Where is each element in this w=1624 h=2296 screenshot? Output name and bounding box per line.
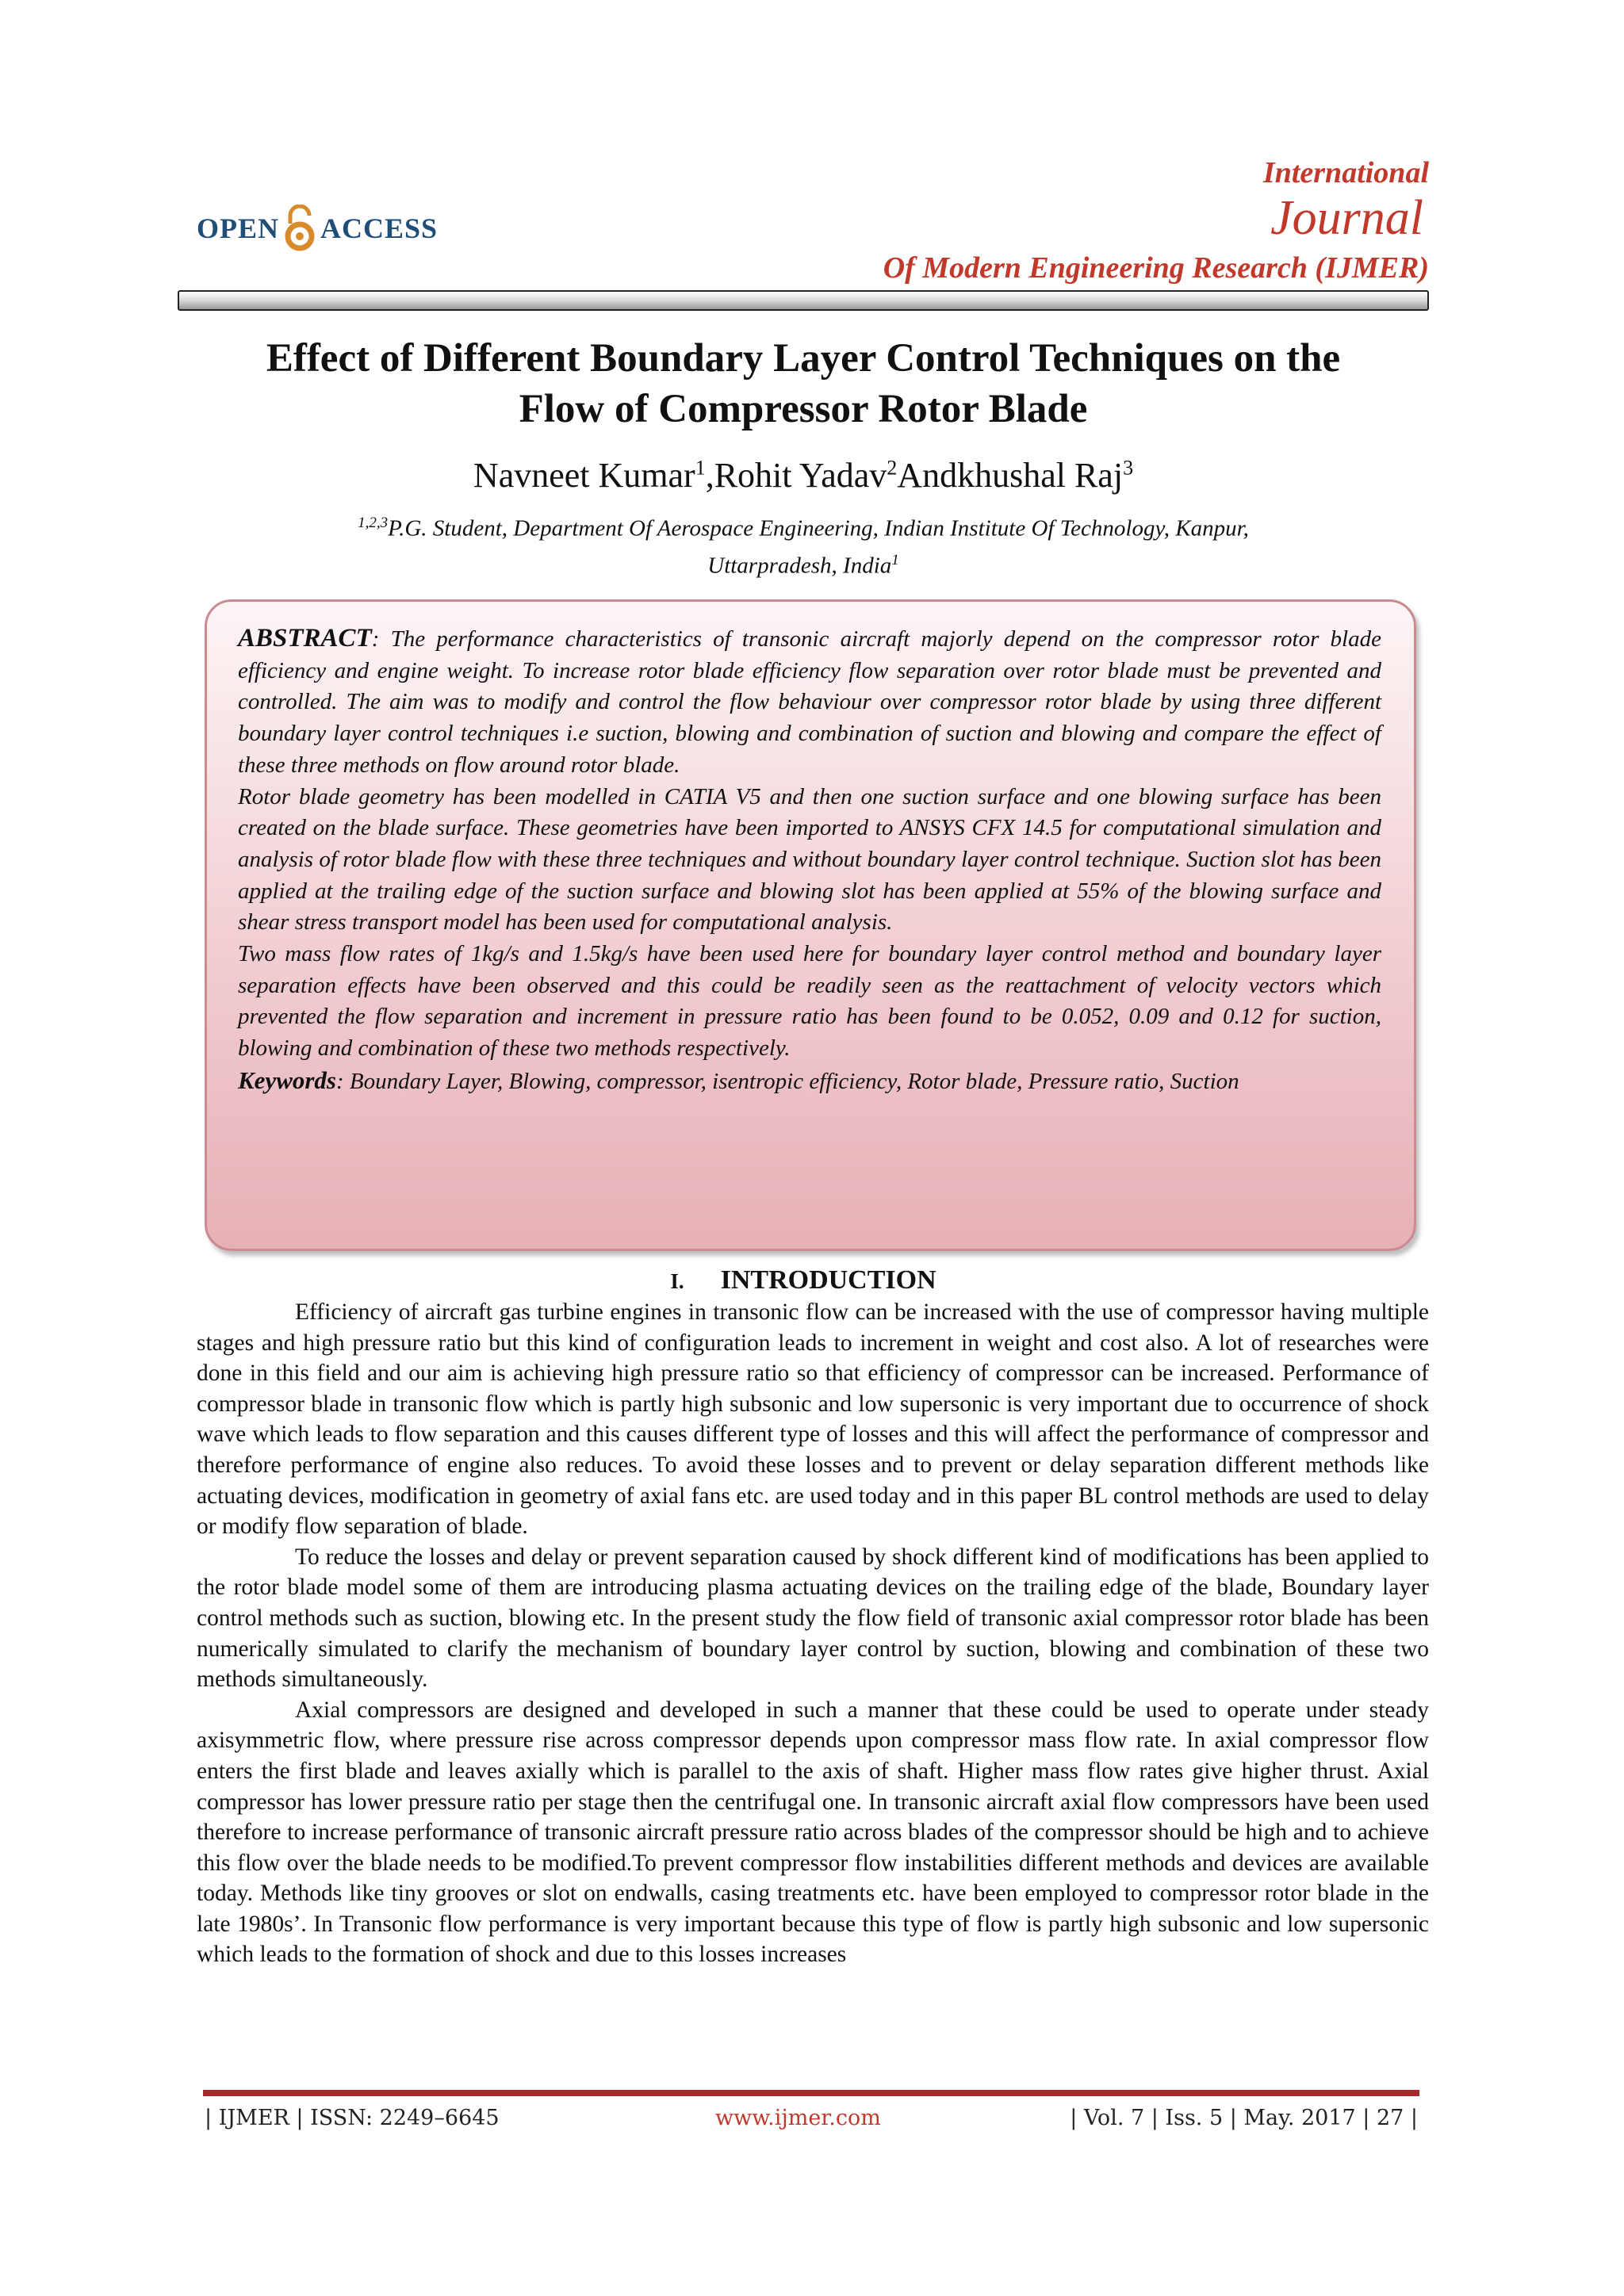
keywords-label: Keywords: [238, 1066, 336, 1094]
author-name: Navneet Kumar: [473, 456, 695, 495]
author-sup: 1: [695, 456, 706, 480]
footer-journal-issn: | IJMER | ISSN: 2249–6645: [205, 2106, 500, 2130]
affiliation: [178, 507, 1429, 581]
affiliation-sup: 1,2,3: [358, 515, 389, 531]
keywords-text: : Boundary Layer, Blowing, compressor, isentropic efficiency, Rotor blade, Pressure ratio, Suction: [336, 1068, 1239, 1094]
author-separator: ,: [705, 456, 714, 495]
abstract-para-3: Two mass flow rates of 1kg/s and 1.5kg/s have been used here for boundary layer control method and boundary layer separation effects have been observed and this could be readily seen as the reattachment of velocity vectors which prevented the flow separation and increment in pressure ratio has been found to be 0.052, 0.09 and 0.12 for suction, blowing and combination of these two methods respectively.: [238, 941, 1381, 1062]
title-line-2: Flow of Compressor Rotor Blade: [519, 387, 1088, 431]
open-access-text-access: ACCESS: [320, 212, 439, 244]
paper-title: [178, 333, 1429, 434]
affiliation-line2-sup: 1: [891, 551, 899, 568]
header-divider-bar: [178, 290, 1429, 311]
affiliation-line-2: Uttarpradesh, India: [707, 553, 892, 579]
abstract-text: [238, 623, 1381, 1098]
abstract-para-2: Rotor blade geometry has been modelled in CATIA V5 and then one suction surface and one blowing surface has been created on the blade surface. These geometries have been imported to ANSYS CFX 14.5 for computational simulation and analysis of rotor blade flow with these three techniques and without boundary layer control technique. Suction slot has been applied at the trailing edge of the suction surface and blowing slot has been applied at 55% of the blowing surface and shear stress transport model has been used for computational analysis.: [238, 783, 1381, 936]
abstract-label: ABSTRACT: [238, 624, 372, 652]
footer-volume-page: | Vol. 7 | Iss. 5 | May. 2017 | 27 |: [1070, 2106, 1418, 2130]
intro-paragraph-2: To reduce the losses and delay or prevent separation caused by shock different kind of modifications has been applied to the rotor blade model some of them are introducing plasma actuating devices on the trailing edge of the blade, Boundary layer control methods such as suction, blowing etc. In the present study the flow field of transonic axial compressor rotor blade has been numerically simulated to clarify the mechanism of boundary layer control by suction, blowing and combination of these two methods simultaneously.: [197, 1544, 1429, 1693]
intro-paragraph-1: Efficiency of aircraft gas turbine engines in transonic flow can be increased with the use of compressor having multiple stages and high pressure ratio but this kind of configuration leads to increment in weight and cost also. A lot of researches were done in this field and our aim is achieving high pressure ratio so that efficiency of compressor can be increased. Performance of compressor blade in transonic flow which is partly high subsonic and low supersonic is very important due to occurrence of shock wave which leads to flow separation and this causes different type of losses and this will affect the performance of compressor and therefore performance of engine also reduces. To avoid these losses and to prevent or delay separation different methods like actuating devices, modification in geometry of axial fans etc. are used today and in this paper BL control methods are used to delay or modify flow separation of blade.: [197, 1299, 1429, 1540]
introduction-body: [197, 1297, 1429, 1970]
footer-website-link[interactable]: www.ijmer.com: [715, 2106, 881, 2130]
title-line-1: Effect of Different Boundary Layer Control Techniques on the: [266, 336, 1341, 381]
section-heading-introduction: [178, 1265, 1429, 1295]
page-footer: [205, 2106, 1418, 2137]
open-access-logo: [197, 205, 438, 252]
author-sup: 2: [887, 456, 898, 480]
abstract-para-1: : The performance characteristics of transonic aircraft majorly depend on the compressor rotor blade efficiency and engine weight. To increase rotor blade efficiency flow separation over rotor blade must be prevented and controlled. The aim was to modify and control the flow behaviour over compressor rotor blade by using three different boundary layer control techniques i.e suction, blowing and combination of suction and blowing and compare the effect of these three methods on flow around rotor blade.: [238, 626, 1381, 778]
footer-divider-bar: [203, 2090, 1419, 2096]
author-name: Rohit Yadav: [714, 456, 887, 495]
affiliation-line-1: P.G. Student, Department Of Aerospace Engineering, Indian Institute Of Technology, Kanpur,: [388, 515, 1249, 541]
journal-international: International: [1262, 156, 1429, 189]
intro-paragraph-3: Axial compressors are designed and developed in such a manner that these could be used to operate under steady axisymmetric flow, where pressure rise across compressor depends upon compressor mass flow rate. In axial compressor flow enters the first blade and leaves axially which is parallel to the axis of shaft. Higher mass flow rates give higher thrust. Axial compressor has lower pressure ratio per stage then the centrifugal one. In transonic aircraft axial flow compressors have been used therefore to increase performance of transonic aircraft pressure ratio across blades of the compressor should be high and to achieve this flow over the blade needs to be modified.To prevent compressor flow instabilities different methods and devices are available today. Methods like tiny grooves or slot on endwalls, casing treatments etc. have been employed to compressor rotor blade in the late 1980s’. In Transonic flow performance is very important because this type of flow is partly high subsonic and low supersonic which leads to the formation of shock and due to this losses increases: [197, 1697, 1429, 1968]
open-access-text-open: OPEN: [197, 212, 280, 244]
section-title: INTRODUCTION: [720, 1265, 936, 1295]
abstract-paragraph: [238, 623, 1381, 782]
journal-subtitle: Of Modern Engineering Research (IJMER): [883, 251, 1429, 285]
author-sup: 3: [1123, 456, 1134, 480]
section-number: I.: [670, 1269, 684, 1293]
open-access-lock-icon: [282, 205, 317, 252]
keywords-paragraph: [238, 1065, 1381, 1098]
author-name: Andkhushal Raj: [897, 456, 1124, 495]
author-list: [178, 455, 1429, 496]
journal-word: Journal: [1270, 191, 1423, 245]
